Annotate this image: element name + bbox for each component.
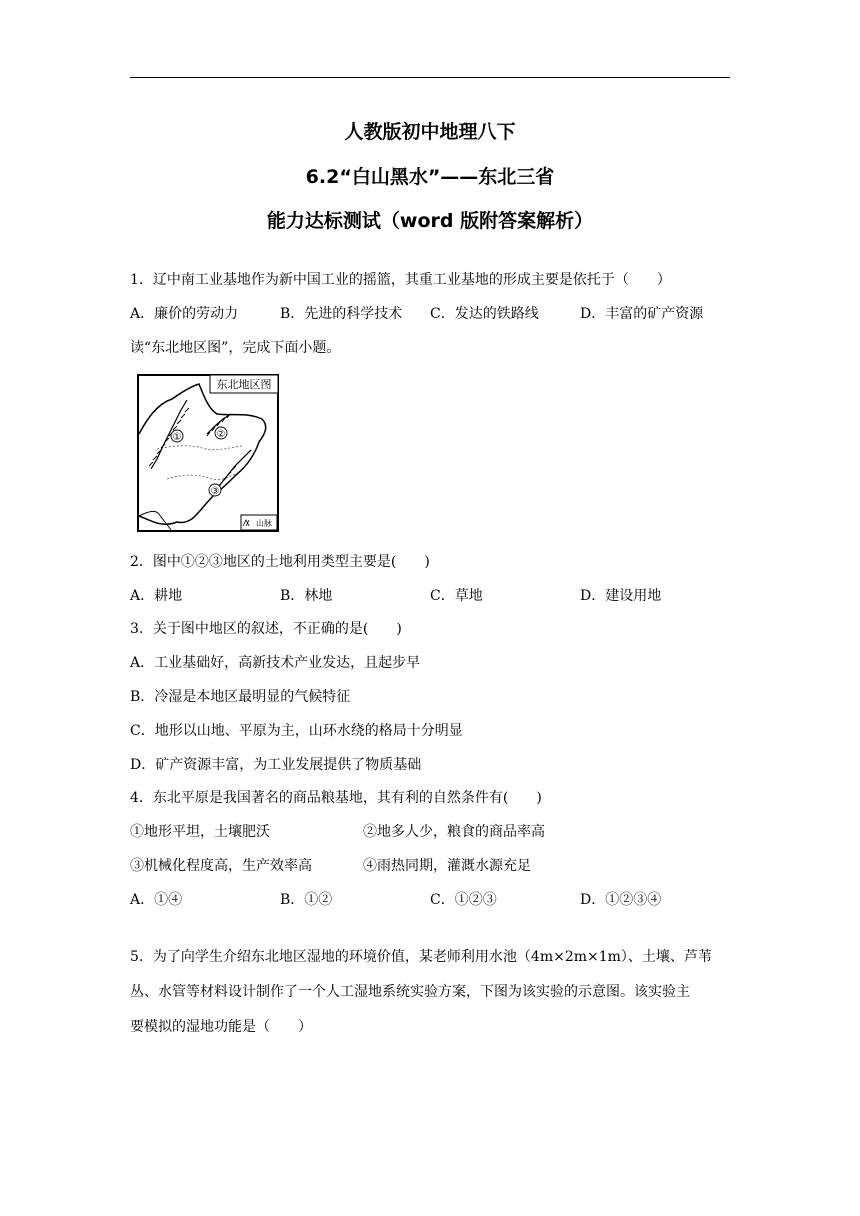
map-frame [138,375,278,531]
q4-option-a: A．①④ [130,892,183,908]
northeast-map-figure [137,374,279,532]
q4-condition-2: ②地多人少，粮食的商品率高 [363,824,545,840]
q4-option-c: C．①②③ [430,892,497,908]
map-marker-3-label: ③ [210,486,220,497]
q3-option-c: C．地形以山地、平原为主，山环水绕的格局十分明显 [130,723,463,739]
question-5-line-2: 丛、水管等材料设计制作了一个人工湿地系统实验方案，下图为该实验的示意图。该实验主 [130,984,690,1000]
q4-option-b: B．①② [280,892,333,908]
q1-option-a: A．廉价的劳动力 [130,306,239,322]
question-1-stem: 1．辽中南工业基地作为新中国工业的摇篮，其重工业基地的形成主要是依托于（ ） [130,272,671,288]
q2-option-c: C．草地 [430,588,483,604]
q3-option-b: B．冷湿是本地区最明显的气候特征 [130,689,351,705]
question-2-stem: 2．图中①②③地区的土地利用类型主要是( ) [130,554,430,570]
q4-condition-4: ④雨热同期，灌溉水源充足 [363,858,531,874]
header-rule [130,77,730,78]
northeast-map-svg [137,374,279,532]
doc-subtitle-2: 能力达标测试（word 版附答案解析） [266,210,594,232]
doc-subtitle: 6.2“白山黑水”——东北三省 [305,166,555,188]
map-marker-2-label: ② [216,429,226,440]
question-5-line-3: 要模拟的湿地功能是（ ） [130,1019,312,1035]
q1-option-d: D．丰富的矿产资源 [580,306,704,322]
q2-option-a: A．耕地 [130,588,183,604]
map-legend-label: 山脉 [256,519,272,528]
map-marker-1-label: ① [172,432,182,443]
q1-option-c: C．发达的铁路线 [430,306,539,322]
question-3-stem: 3．关于图中地区的叙述，不正确的是( ) [130,621,402,637]
q2-option-b: B．林地 [280,588,333,604]
question-4-stem: 4．东北平原是我国著名的商品粮基地，其有利的自然条件有( ) [130,790,542,806]
map-intro: 读“东北地区图”，完成下面小题。 [130,340,341,356]
q3-option-a: A．工业基础好，高新技术产业发达，且起步早 [130,655,421,671]
q4-condition-3: ③机械化程度高，生产效率高 [130,858,312,874]
q4-option-d: D．①②③④ [580,892,662,908]
q1-option-b: B．先进的科学技术 [280,306,403,322]
question-5-line-1: 5．为了向学生介绍东北地区湿地的环境价值，某老师利用水池（4m×2m×1m）、土壤、芦苇 [130,949,712,965]
q3-option-d: D．矿产资源丰富，为工业发展提供了物质基础 [130,757,422,773]
q4-condition-1: ①地形平坦，土壤肥沃 [130,824,270,840]
map-title: 东北地区图 [216,378,272,391]
q2-option-d: D．建设用地 [580,588,662,604]
doc-title: 人教版初中地理八下 [344,121,516,143]
